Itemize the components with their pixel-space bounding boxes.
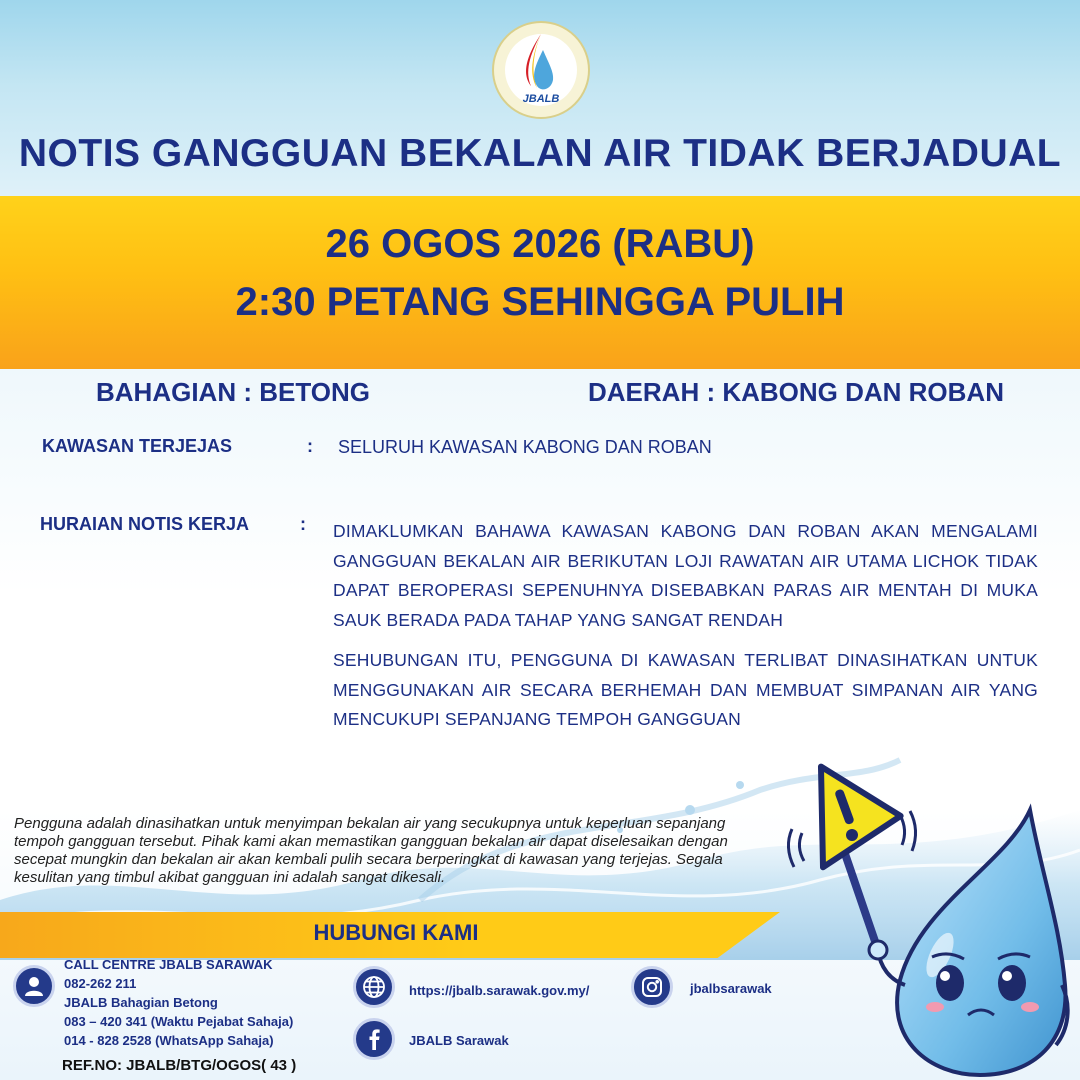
notice-title: NOTIS GANGGUAN BEKALAN AIR TIDAK BERJADUAL — [18, 132, 1062, 175]
division-office-phone[interactable]: 083 – 420 341 (Waktu Pejabat Sahaja) — [64, 1014, 294, 1029]
date-time-banner — [0, 196, 1080, 369]
facebook-link[interactable]: JBALB Sarawak — [409, 1033, 509, 1048]
disruption-time: 2:30 PETANG SEHINGGA PULIH — [235, 280, 845, 324]
description-colon: : — [300, 514, 306, 534]
affected-area-value: SELURUH KAWASAN KABONG DAN ROBAN — [338, 437, 712, 457]
user-icon — [13, 965, 55, 1007]
instagram-link[interactable]: jbalbsarawak — [690, 981, 772, 996]
contact-title: HUBUNGI KAMI — [313, 920, 479, 945]
affected-area-colon: : — [307, 436, 313, 456]
globe-icon — [353, 966, 395, 1008]
reference-number: REF.NO: JBALB/BTG/OGOS( 43 ) — [62, 1057, 297, 1074]
division-office-label: JBALB Bahagian Betong — [64, 995, 218, 1010]
facebook-icon[interactable] — [353, 1018, 395, 1060]
whatsapp-phone[interactable]: 014 - 828 2528 (WhatsApp Sahaja) — [64, 1033, 274, 1048]
disruption-date: 26 OGOS 2026 (RABU) — [325, 222, 755, 266]
description-paragraph-1: DIMAKLUMKAN BAHAWA KAWASAN KABONG DAN ROBAN AKAN MENGALAMI GANGGUAN BEKALAN AIR BERIKUTAN LOJI RAWATAN AIR UTAMA LICHOK TIDAK DAPAT BEROPERASI SEPENUHNYA DISEBABKAN PARAS AIR MENTAH DI MUKA SAUK BERADA PADA TAHAP YANG SANGAT RENDAH — [333, 521, 1038, 630]
jbalb-logo — [491, 20, 591, 120]
description-paragraph-2: SEHUBUNGAN ITU, PENGGUNA DI KAWASAN TERLIBAT DINASIHATKAN UNTUK MENGGUNAKAN AIR SECARA BERHEMAH DAN MEMBUAT SIMPANAN AIR YANG MENCUKUPI SEPANJANG TEMPOH GANGGUAN — [333, 650, 1038, 729]
warning-icon — [809, 757, 906, 868]
svg-text:JBALB: JBALB — [522, 93, 560, 105]
description-label: HURAIAN NOTIS KERJA — [40, 514, 250, 534]
affected-area-label: KAWASAN TERJEJAS — [42, 436, 233, 456]
instagram-icon[interactable] — [631, 966, 673, 1008]
district-label: DAERAH : KABONG DAN ROBAN — [588, 377, 1004, 407]
division-label: BAHAGIAN : BETONG — [96, 377, 370, 407]
call-centre-label: CALL CENTRE JBALB SARAWAK — [64, 957, 273, 972]
advice-text: Pengguna adalah dinasihatkan untuk menyimpan bekalan air yang secukupnya untuk keperluan sepanjang tempoh gangguan tersebut. Pihak kami akan memastikan gangguan bekalan air dapat diselesaikan dengan secepat mungkin dan bekalan air akan kembali pulih secara berperingkat di kawasan yang terjejas. Segala kesulitan yang timbul akibat gangguan ini adalah sangat dikesali. — [14, 815, 728, 886]
water-drop-mascot — [780, 745, 1080, 1080]
call-centre-phone[interactable]: 082-262 211 — [64, 976, 137, 991]
website-link[interactable]: https://jbalb.sarawak.gov.my/ — [409, 983, 590, 998]
